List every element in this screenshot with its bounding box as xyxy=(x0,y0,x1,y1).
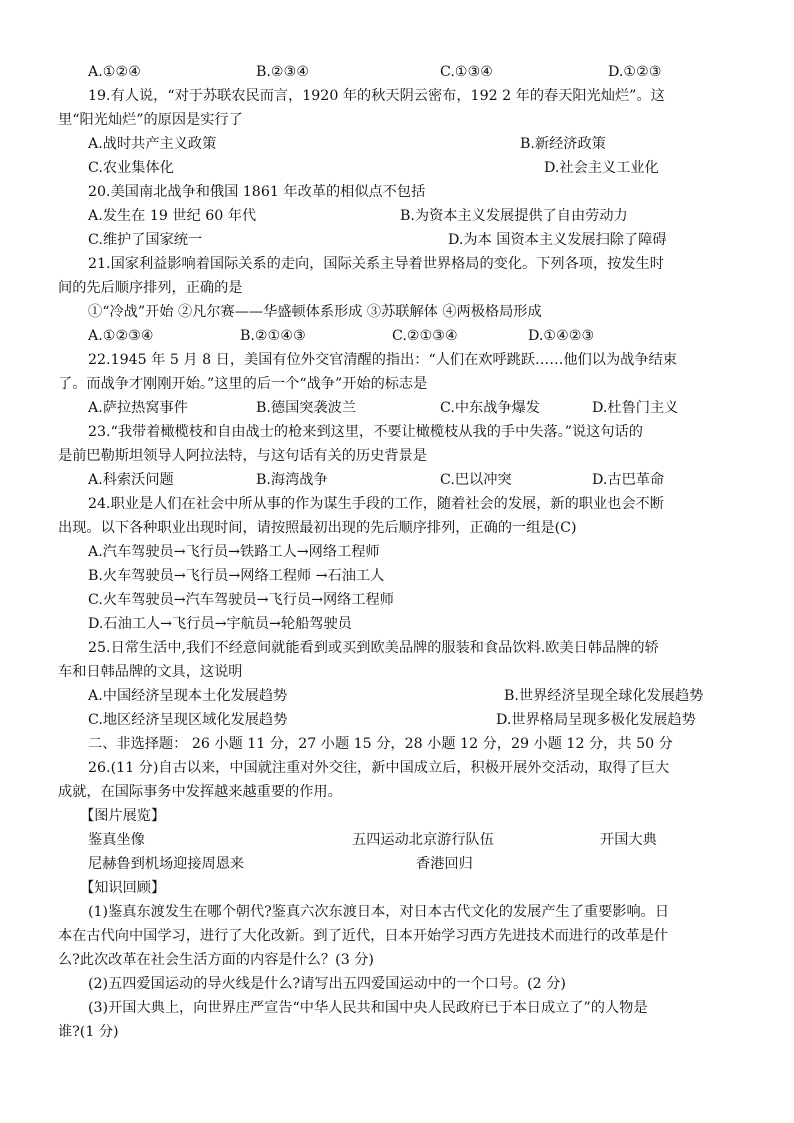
option-c: C.地区经济呈现区域化发展趋势 xyxy=(88,712,288,728)
question-26-cont: 成就，在国际事务中发挥越来越重要的作用。 xyxy=(58,784,342,800)
option-d: D.杜鲁门主义 xyxy=(592,400,679,416)
question-25: 25.日常生活中,我们不经意间就能看到或买到欧美品牌的服装和食品饮料.欧美日韩品牌的轿 xyxy=(88,640,659,656)
caption-nehru: 尼赫鲁到机场迎接周恩来 xyxy=(88,856,245,872)
question-22: 22.1945 年 5 月 8 日，美国有位外交官清醒的指出：“人们在欢呼跳跃……他们以为战争结束 xyxy=(88,352,677,368)
sub-question-1-cont2: 么?此次改革在社会生活方面的内容是什么？(3 分) xyxy=(58,952,374,968)
options-row-19b xyxy=(0,158,794,178)
options-row-25a xyxy=(0,686,794,706)
options-row-20b xyxy=(0,230,794,250)
option-a: A.发生在 19 世纪 60 年代 xyxy=(88,208,257,224)
option-a: A.科索沃问题 xyxy=(88,472,174,488)
sub-question-1-cont: 本在古代向中国学习，进行了大化改新。到了近代，日本开始学习西方先进技术而进行的改革是什 xyxy=(58,928,669,944)
option-b: B.为资本主义发展提供了自由劳动力 xyxy=(400,208,628,224)
caption-hong-kong: 香港回归 xyxy=(416,856,473,872)
option-c: C.中东战争爆发 xyxy=(440,400,540,416)
option-d: D.古巴革命 xyxy=(592,472,665,488)
sub-question-1: (1)鉴真东渡发生在哪个朝代?鉴真六次东渡日本，对日本古代文化的发展产生了重要影响。日 xyxy=(88,904,670,920)
options-row-20a xyxy=(0,206,794,226)
option-b: B.②①④③ xyxy=(240,328,306,344)
question-21: 21.国家利益影响着国际关系的走向，国际关系主导着世界格局的变化。下列各项，按发生时 xyxy=(88,256,664,272)
option-d: D.世界格局呈现多极化发展趋势 xyxy=(496,712,696,728)
question-22-cont: 了。而战争才刚刚开始。”这里的后一个“战争”开始的标志是 xyxy=(58,376,428,392)
option-a: A.汽车驾驶员→飞行员→铁路工人→网络工程师 xyxy=(88,544,380,560)
question-24-cont: 出现。以下各种职业出现时间，请按照最初出现的先后顺序排列，正确的一组是(C) xyxy=(58,520,577,536)
picture-captions-row-1 xyxy=(0,830,794,850)
options-row-22 xyxy=(0,398,794,418)
option-d: D.社会主义工业化 xyxy=(544,160,659,176)
question-23-cont: 是前巴勒斯坦领导人阿拉法特，与这句话有关的历史背景是 xyxy=(58,448,427,464)
options-row-23 xyxy=(0,470,794,490)
picture-exhibition-heading: 【图片展览】 xyxy=(80,808,166,824)
option-c: C.维护了国家统一 xyxy=(88,232,203,248)
option-a: A.①②③④ xyxy=(88,328,154,344)
question-19: 19.有人说，“对于苏联农民而言，1920 年的秋天阴云密布，192 2 年的春天阳光灿烂”。这 xyxy=(88,88,665,104)
options-row-18 xyxy=(0,62,794,82)
option-c: C.巴以冲突 xyxy=(440,472,512,488)
option-c: C.农业集体化 xyxy=(88,160,174,176)
option-b: B.德国突袭波兰 xyxy=(256,400,357,416)
sub-question-3-cont: 谁?(1 分) xyxy=(58,1024,119,1040)
question-21-cont: 间的先后顺序排列，正确的是 xyxy=(58,280,243,296)
caption-may-fourth: 五四运动北京游行队伍 xyxy=(352,832,494,848)
question-23: 23.“我带着橄榄枝和自由战士的枪来到这里，不要让橄榄枝从我的手中失落。”说这句话的 xyxy=(88,424,643,440)
question-19-cont: 里“阳光灿烂”的原因是实行了 xyxy=(58,112,243,128)
option-c: C.②①③④ xyxy=(392,328,458,344)
caption-jianzhen: 鉴真坐像 xyxy=(88,832,145,848)
sub-question-2: (2)五四爱国运动的导火线是什么?请写出五四爱国运动中的一个口号。(2 分) xyxy=(88,976,566,992)
option-b: B.海湾战争 xyxy=(256,472,328,488)
options-row-21 xyxy=(0,326,794,346)
option-d: D.①④②③ xyxy=(528,328,595,344)
caption-founding-ceremony: 开国大典 xyxy=(600,832,657,848)
option-b: B.新经济政策 xyxy=(520,136,606,152)
option-d: D.①②③ xyxy=(608,64,662,80)
section-2-heading: 二、非选择题： 26 小题 11 分，27 小题 15 分，28 小题 12 分，29 小题 12 分，共 50 分 xyxy=(88,736,673,752)
picture-captions-row-2 xyxy=(0,854,794,874)
option-a: A.战时共产主义政策 xyxy=(88,136,217,152)
question-20: 20.美国南北战争和俄国 1861 年改革的相似点不包括 xyxy=(88,184,426,200)
question-25-cont: 车和日韩品牌的文具，这说明 xyxy=(58,664,243,680)
option-a: A.中国经济呈现本土化发展趋势 xyxy=(88,688,288,704)
option-b: B.火车驾驶员→飞行员→网络工程师 →石油工人 xyxy=(88,568,385,584)
sub-question-3: (3)开国大典上，向世界庄严宣告“中华人民共和国中央人民政府已于本日成立了”的人物是 xyxy=(88,1000,648,1016)
option-c: C.①③④ xyxy=(440,64,494,80)
option-a: A.①②④ xyxy=(88,64,141,80)
question-21-items: ①“冷战”开始 ②凡尔赛——华盛顿体系形成 ③苏联解体 ④两极格局形成 xyxy=(88,304,542,320)
option-c: C.火车驾驶员→汽车驾驶员→飞行员→网络工程师 xyxy=(88,592,394,608)
options-row-19a xyxy=(0,134,794,154)
question-26: 26.(11 分)自古以来，中国就注重对外交往，新中国成立后，积极开展外交活动，取得了巨大 xyxy=(88,760,670,776)
option-b: B.②③④ xyxy=(256,64,310,80)
options-row-25b xyxy=(0,710,794,730)
knowledge-review-heading: 【知识回顾】 xyxy=(80,880,166,896)
option-a: A.萨拉热窝事件 xyxy=(88,400,188,416)
option-b: B.世界经济呈现全球化发展趋势 xyxy=(504,688,704,704)
question-24: 24.职业是人们在社会中所从事的作为谋生手段的工作，随着社会的发展，新的职业也会不断 xyxy=(88,496,664,512)
option-d: D.为本 国资本主义发展扫除了障碍 xyxy=(448,232,667,248)
option-d: D.石油工人→飞行员→宇航员→轮船驾驶员 xyxy=(88,616,352,632)
